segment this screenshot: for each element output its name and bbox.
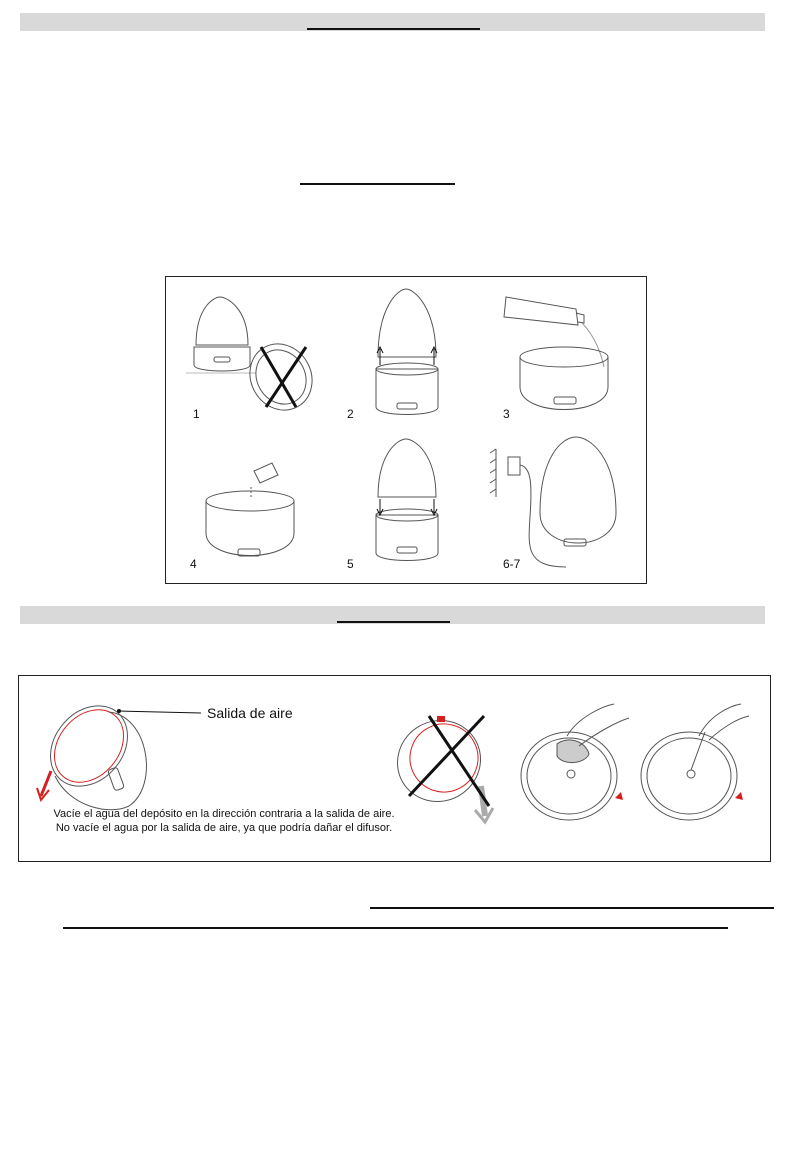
tilted-base-pouring-icon: [35, 690, 147, 809]
step-number-3: 3: [503, 407, 510, 421]
underline-rule-2: [63, 927, 728, 929]
step6-7-plug-in-icon: [490, 437, 616, 567]
step1-tilted-diffuser-icon: [238, 333, 324, 422]
air-outlet-label: Salida de aire: [207, 705, 293, 721]
step-number-4: 4: [190, 557, 197, 571]
subheading-underline: [300, 183, 455, 185]
cleaning-figure: [18, 675, 771, 862]
step-number-6-7: 6-7: [503, 557, 521, 571]
step1-diffuser-icon: [186, 297, 256, 373]
step-number-2: 2: [347, 407, 354, 421]
step4-add-oil-icon: [206, 463, 294, 556]
setup-steps-illustration: [166, 277, 646, 583]
caption-line-1: Vacíe el agua del depósito en la dirección contraria a la salida de aire.: [53, 808, 395, 820]
caption-line-2: No vacíe el agua por la salida de aire, ya que podría dañar el difusor.: [55, 822, 393, 834]
step2-lift-cover-icon: [376, 289, 438, 415]
step-number-5: 5: [347, 557, 354, 571]
setup-steps-figure: [165, 276, 647, 584]
section-header-underline-2: [337, 621, 450, 623]
wipe-with-cloth-icon: [521, 704, 629, 820]
step3-fill-water-icon: [504, 297, 608, 410]
section-header-underline-1: [307, 28, 480, 30]
clean-with-swab-icon: [641, 704, 749, 820]
underline-rule-1: [370, 907, 774, 909]
step-number-1: 1: [193, 407, 200, 421]
step5-replace-cover-icon: [376, 439, 438, 561]
